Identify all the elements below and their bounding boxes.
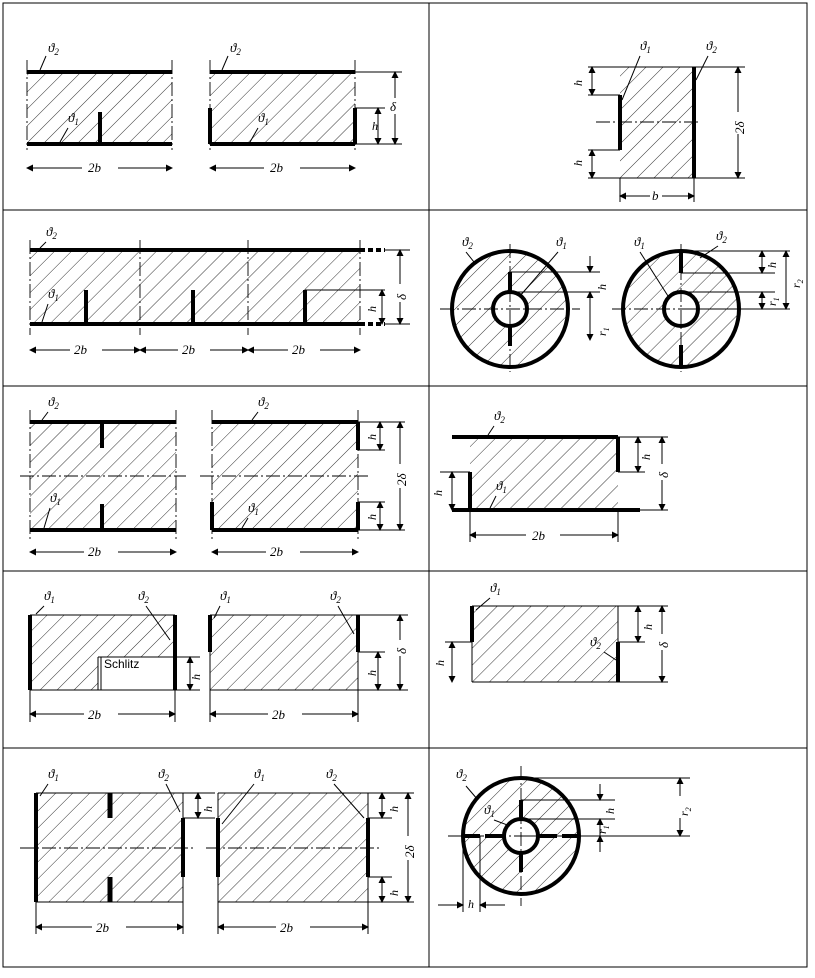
theta2-label: $ϑ_2$ (706, 38, 717, 55)
theta2-label: $ϑ_2$ (326, 766, 337, 783)
theta1-label: $ϑ_1$ (50, 490, 61, 507)
theta2-label: $ϑ_2$ (462, 234, 473, 251)
theta2-label: $ϑ_2$ (590, 634, 601, 651)
theta2-label: $ϑ_2$ (138, 588, 149, 605)
dim-delta: δ (390, 99, 397, 114)
theta2-label: $ϑ_2$ (330, 588, 341, 605)
dim-h: h (372, 119, 378, 133)
theta1-label: $ϑ_1$ (490, 580, 501, 597)
dim-2b: 2b (270, 544, 283, 559)
dim-2b: 2b (272, 707, 285, 722)
theta2-label: $ϑ_2$ (230, 40, 241, 57)
theta2-label: $ϑ_2$ (158, 766, 169, 783)
dim-h: h (365, 670, 379, 676)
dim-h: h (431, 490, 445, 496)
cell-r5-c2 (438, 766, 693, 912)
dim-2delta: 2δ (394, 473, 409, 486)
dim-2delta: 2δ (732, 121, 747, 134)
cell-r5-c1 (20, 766, 417, 935)
dim-h: h (595, 284, 609, 290)
theta1-label: $ϑ_1$ (254, 766, 265, 783)
dim-h: h (433, 660, 447, 666)
theta2-label: $ϑ_2$ (716, 228, 727, 245)
theta1-label: $ϑ_1$ (248, 500, 259, 517)
dim-h: h (365, 306, 379, 312)
theta1-label: $ϑ_1$ (68, 110, 79, 127)
dim-h: h (387, 806, 401, 812)
slot-label: Schlitz (104, 657, 140, 671)
dim-2b: 2b (292, 342, 305, 357)
dim-2b: 2b (280, 920, 293, 935)
dim-delta: δ (656, 471, 671, 478)
dim-r1: $r_1$ (595, 825, 611, 834)
dim-h: h (571, 80, 585, 86)
dim-h: h (468, 897, 474, 911)
dim-2b: 2b (532, 528, 545, 543)
cell-r2-c2 (440, 228, 805, 372)
theta1-label: $ϑ_1$ (640, 38, 651, 55)
theta2-label: $ϑ_2$ (494, 408, 505, 425)
dim-2b: 2b (74, 342, 87, 357)
cell-r3-c2 (431, 408, 671, 543)
theta1-label: $ϑ_1$ (634, 234, 645, 251)
dim-h: h (641, 624, 655, 630)
theta2-label: $ϑ_2$ (48, 394, 59, 411)
theta1-label: $ϑ_1$ (44, 588, 55, 605)
dim-2b: 2b (88, 707, 101, 722)
dim-h: h (603, 808, 617, 814)
dim-h: h (387, 890, 401, 896)
dim-h: h (365, 514, 379, 520)
cell-r1-c2 (571, 38, 747, 203)
theta1-label: $ϑ_1$ (556, 234, 567, 251)
dim-2b: 2b (182, 342, 195, 357)
cell-r4-c1 (30, 588, 409, 722)
theta1-label: $ϑ_1$ (496, 478, 507, 495)
dim-delta: δ (394, 647, 409, 654)
dim-h: h (639, 454, 653, 460)
dim-h: h (201, 806, 215, 812)
dim-b: b (652, 188, 659, 203)
dim-h: h (571, 160, 585, 166)
dim-h: h (365, 434, 379, 440)
dim-r1: $r_1$ (765, 297, 781, 306)
dim-2b: 2b (96, 920, 109, 935)
dim-r1: $r_1$ (595, 327, 611, 336)
dim-r2: $r_2$ (789, 279, 805, 288)
dim-r2: $r_2$ (677, 807, 693, 816)
theta1-label: $ϑ_1$ (484, 802, 495, 819)
cell-r1-c1 (27, 40, 402, 175)
theta2-label: $ϑ_2$ (48, 40, 59, 57)
dim-h: h (765, 262, 779, 268)
cell-r3-c1 (20, 394, 409, 559)
dim-delta: δ (656, 641, 671, 648)
dim-2b: 2b (270, 160, 283, 175)
theta2-label: $ϑ_2$ (258, 394, 269, 411)
dim-2delta: 2δ (402, 845, 417, 858)
theta1-label: $ϑ_1$ (48, 286, 59, 303)
theta1-label: $ϑ_1$ (258, 110, 269, 127)
dim-2b: 2b (88, 160, 101, 175)
dim-h: h (189, 674, 203, 680)
cell-r4-c2 (433, 580, 671, 682)
theta1-label: $ϑ_1$ (48, 766, 59, 783)
theta1-label: $ϑ_1$ (220, 588, 231, 605)
theta2-label: $ϑ_2$ (46, 224, 57, 241)
cell-r2-c1 (30, 224, 410, 357)
theta2-label: $ϑ_2$ (456, 766, 467, 783)
dim-delta: δ (394, 293, 409, 300)
dim-2b: 2b (88, 544, 101, 559)
